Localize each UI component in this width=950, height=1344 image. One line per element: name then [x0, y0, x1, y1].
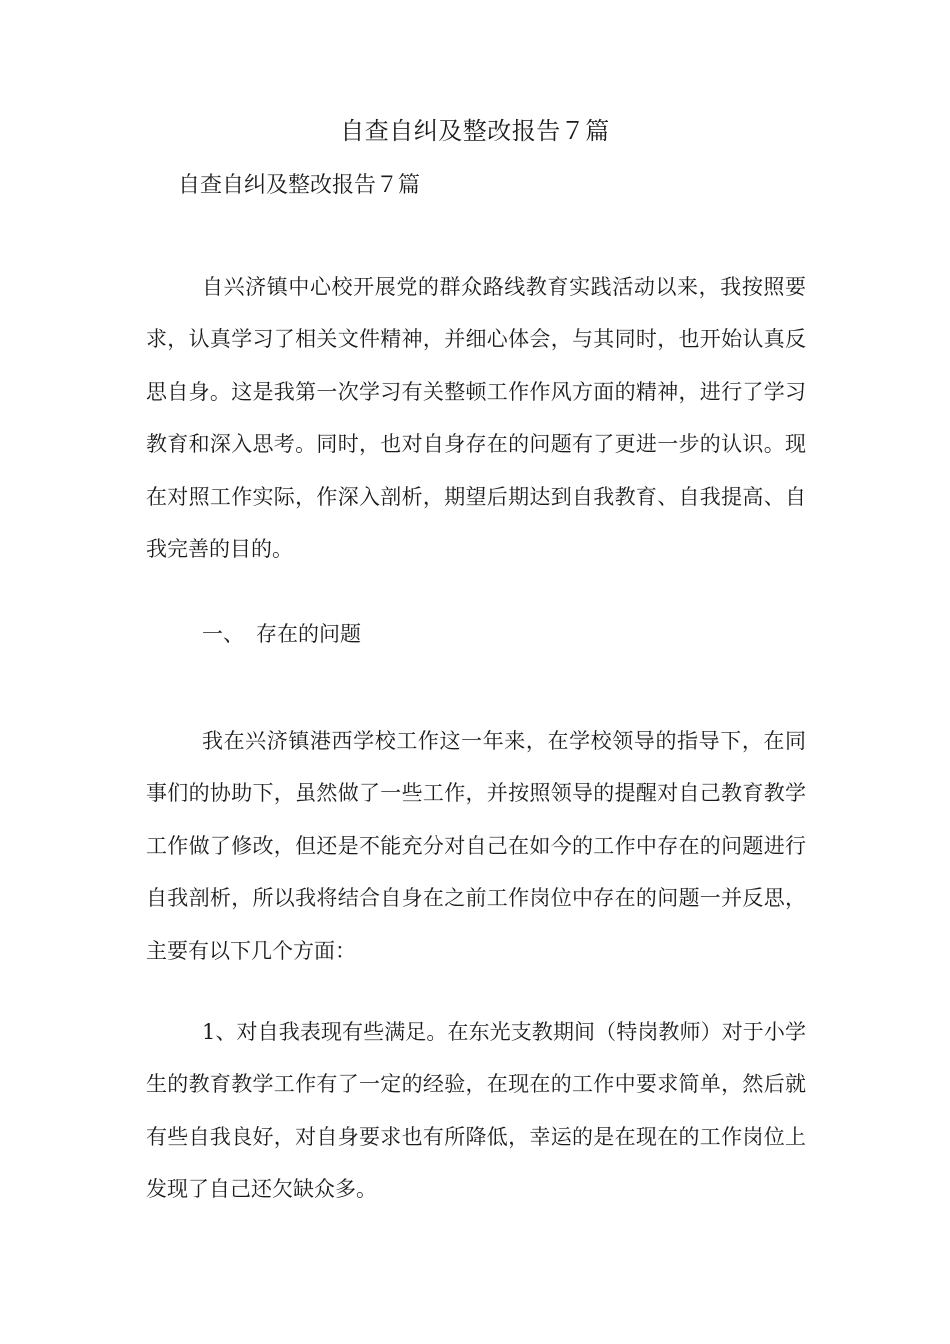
paragraph-item-1: 1、对自我表现有些满足。在东光支教期间（特岗教师）对于小学生的教育教学工作有了一定的经验，在现在的工作中要求简单，然后就有些自我良好，对自身要求也有所降低，幸运的是在现在的工作岗位上发现了自己还欠缺众多。: [146, 1020, 806, 1202]
paragraph-problems: 我在兴济镇港西学校工作这一年来，在学校领导的指导下，在同事们的协助下，虽然做了一些工作，并按照领导的提醒对自己教育教学工作做了修改，但还是不能充分对自己在如今的工作中存在的问题进行自我剖析，所以我将结合自身在之前工作岗位中存在的问题一并反思，主要有以下几个方面：: [146, 729, 806, 963]
paragraph-intro: 自兴济镇中心校开展党的群众路线教育实践活动以来，我按照要求，认真学习了相关文件精神，并细心体会，与其同时，也开始认真反思自身。这是我第一次学习有关整顿工作作风方面的精神，进行了学习教育和深入思考。同时，也对自身存在的问题有了更进一步的认识。现在对照工作实际，作深入剖析，期望后期达到自我教育、自我提高、自我完善的目的。: [146, 275, 806, 562]
document-subtitle: 自查自纠及整改报告７篇: [178, 173, 421, 198]
section-title: 存在的问题: [256, 622, 361, 646]
section-heading: [202, 616, 361, 652]
section-number: 一、: [202, 622, 244, 646]
document-title: 自查自纠及整改报告７篇: [340, 117, 610, 145]
